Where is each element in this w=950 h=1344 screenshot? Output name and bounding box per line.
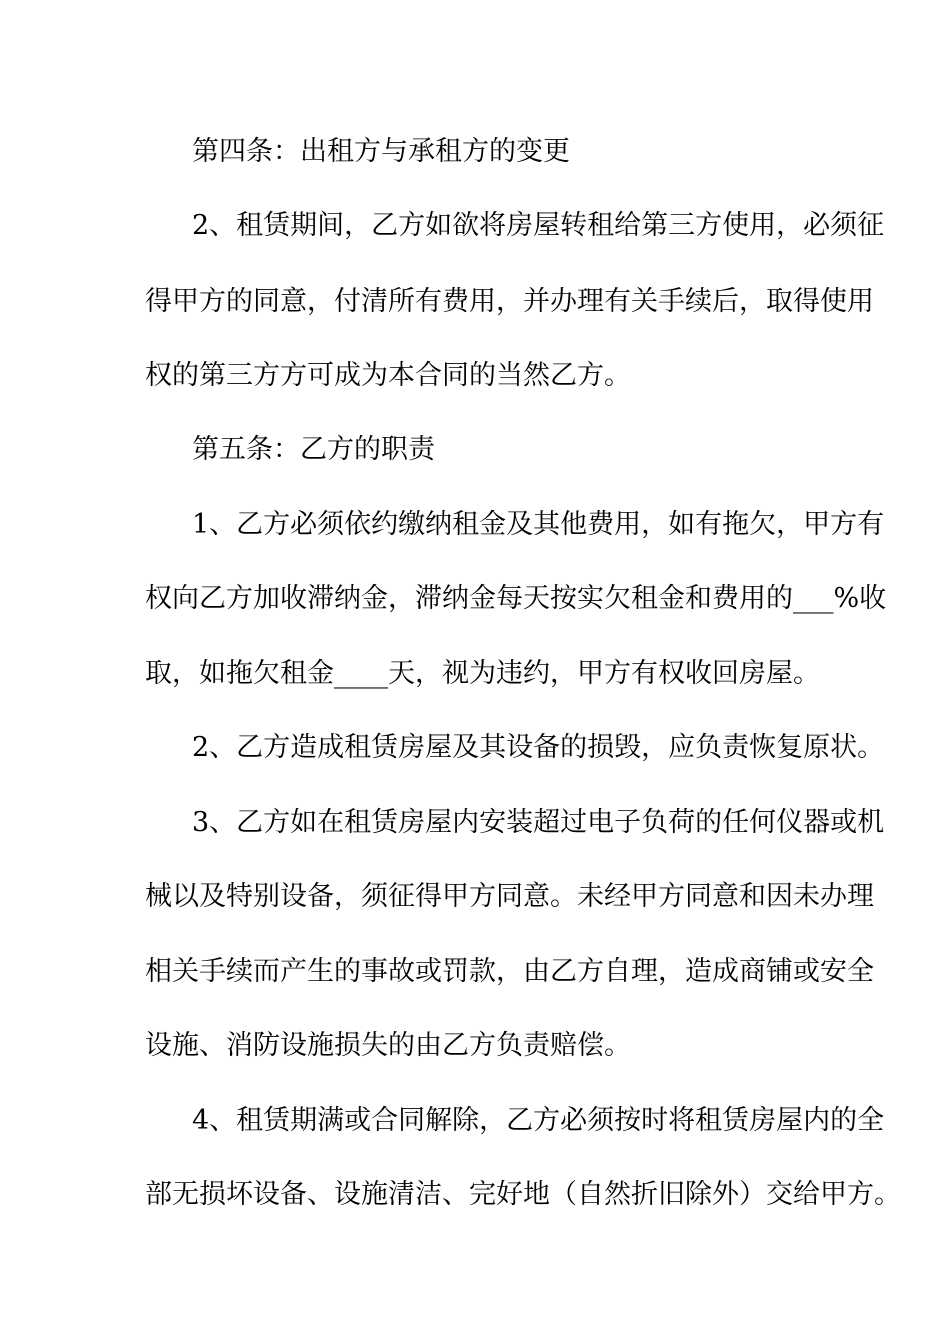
paragraph-line: 权向乙方加收滞纳金，滞纳金每天按实欠租金和费用的___%收 (145, 583, 887, 614)
paragraph-line: 设施、消防设施损失的由乙方负责赔偿。 (145, 1030, 631, 1061)
article-4-heading: 第四条：出租方与承租方的变更 (192, 136, 570, 167)
paragraph-line: 得甲方的同意，付清所有费用，并办理有关手续后，取得使用 (145, 286, 874, 317)
paragraph-line: 取，如拖欠租金____天，视为违约，甲方有权收回房屋。 (145, 658, 820, 689)
paragraph-line: 械以及特别设备，须征得甲方同意。未经甲方同意和因未办理 (145, 881, 874, 912)
paragraph-line: 部无损坏设备、设施清洁、完好地（自然折旧除外）交给甲方。 (145, 1179, 901, 1210)
paragraph-line: 3、乙方如在租赁房屋内安装超过电子负荷的任何仪器或机 (192, 807, 885, 838)
paragraph-line: 相关手续而产生的事故或罚款，由乙方自理，造成商铺或安全 (145, 956, 874, 987)
paragraph-line: 2、租赁期间，乙方如欲将房屋转租给第三方使用，必须征 (192, 210, 885, 241)
paragraph-line: 1、乙方必须依约缴纳租金及其他费用，如有拖欠，甲方有 (192, 509, 885, 540)
article-5-heading: 第五条：乙方的职责 (192, 434, 435, 465)
paragraph-line: 4、租赁期满或合同解除，乙方必须按时将租赁房屋内的全 (192, 1105, 885, 1136)
paragraph-line: 2、乙方造成租赁房屋及其设备的损毁，应负责恢复原状。 (192, 732, 885, 763)
paragraph-line: 权的第三方方可成为本合同的当然乙方。 (145, 360, 631, 391)
